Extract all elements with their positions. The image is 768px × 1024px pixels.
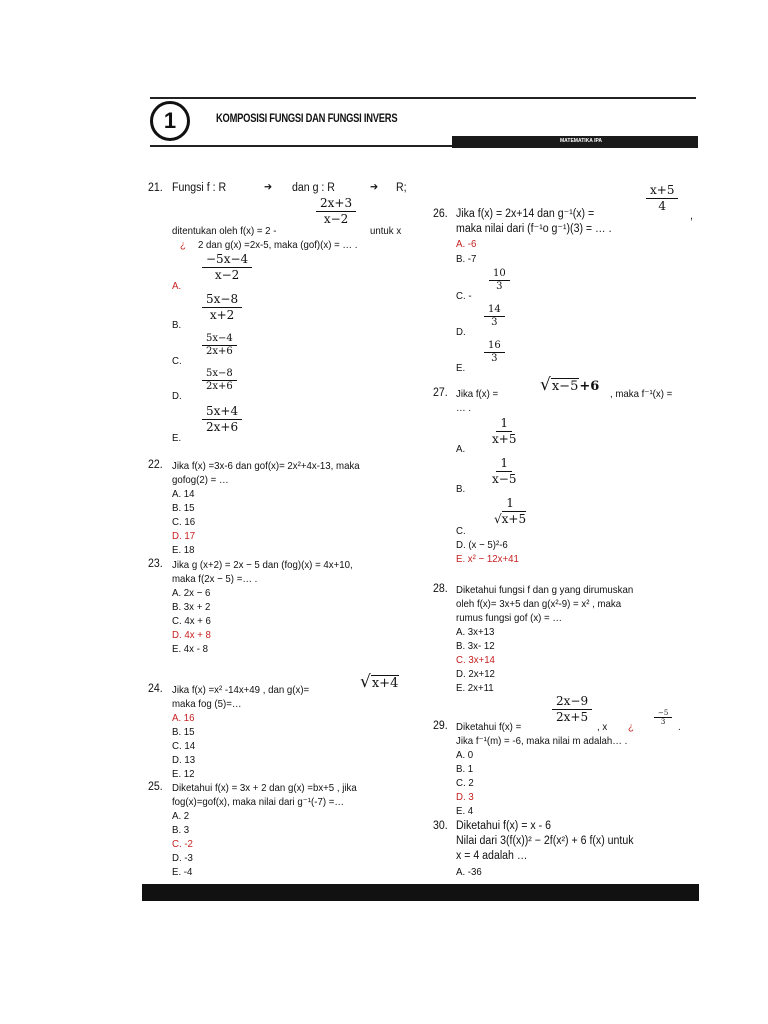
q21-line3: 2 dan g(x) =2x-5, maka (gof)(x) = … .	[198, 239, 358, 251]
fraction-numerator: 5x−4	[202, 333, 237, 346]
q21-option-e-fraction	[202, 404, 242, 435]
q21-option-a-label: A.	[172, 280, 182, 292]
fraction-numerator: 1	[496, 416, 512, 432]
q26-g-inverse-fraction	[646, 183, 678, 214]
fraction-numerator: 2x+3	[316, 196, 356, 212]
q29-option-e: E. 4	[456, 805, 474, 817]
q29-line2: Jika f⁻¹(m) = -6, maka nilai m adalah… .	[456, 735, 628, 747]
q28-option-a: A. 3x+13	[456, 626, 495, 638]
q21-option-b-fraction	[202, 292, 242, 323]
fraction-numerator: 1	[502, 496, 518, 512]
q29-option-d: D. 3	[456, 791, 474, 803]
sqrt-icon: √	[540, 375, 551, 395]
fraction-numerator: 5x−8	[202, 292, 242, 308]
q29-option-b: B. 1	[456, 763, 474, 775]
q26-option-c-fraction	[489, 268, 510, 293]
q28-line3: rumus fungsi gof (x) = …	[456, 612, 563, 624]
q27-option-d: D. (x − 5)²-6	[456, 539, 508, 551]
q23-option-d: D. 4x + 8	[172, 629, 211, 641]
q24-option-a: A. 16	[172, 712, 195, 724]
fraction-denominator: 2x+6	[206, 381, 233, 392]
q23-option-b: B. 3x + 2	[172, 601, 211, 613]
q28-option-d: D. 2x+12	[456, 668, 495, 680]
q21-f-fraction	[316, 196, 356, 227]
sqrt-icon: √	[494, 512, 502, 526]
q24-line1: Jika f(x) =x² -14x+49 , dan g(x)=	[172, 684, 310, 696]
fraction-numerator: 1	[496, 456, 512, 472]
q21-mark: ¿	[180, 239, 186, 251]
q21-option-d-fraction	[202, 368, 237, 393]
q22-line2: gofog(2) = …	[172, 474, 229, 486]
q24-option-b: B. 15	[172, 726, 195, 738]
q25-option-d: D. -3	[172, 852, 193, 864]
q23-option-a: A. 2x − 6	[172, 587, 211, 599]
q30-line1: Diketahui f(x) = x - 6	[456, 820, 551, 832]
q26-option-b: B. -7	[456, 253, 477, 265]
q26-line1: Jika f(x) = 2x+14 dan g⁻¹(x) =	[456, 208, 595, 220]
q23-line1: Jika g (x+2) = 2x − 5 dan (fog)(x) = 4x+10,	[172, 559, 353, 571]
q28-option-c: C. 3x+14	[456, 654, 495, 666]
fraction-denominator: 2x+5	[556, 710, 589, 724]
q21-option-b-label: B.	[172, 319, 182, 331]
fraction-denominator: 3	[491, 353, 498, 364]
q24-number: 24.	[148, 683, 163, 695]
q29-option-c: C. 2	[456, 777, 474, 789]
q22-line1: Jika f(x) =3x-6 dan gof(x)= 2x²+4x-13, maka	[172, 460, 360, 472]
subject-bar	[452, 136, 698, 148]
q27-option-a-label: A.	[456, 443, 466, 455]
q27-option-a-fraction	[488, 416, 520, 447]
q30-number: 30.	[433, 820, 448, 832]
q22-option-e: E. 18	[172, 544, 195, 556]
fraction-denominator	[490, 512, 530, 527]
fraction-numerator: 10	[489, 268, 510, 281]
q27-option-b-label: B.	[456, 483, 466, 495]
subject-label: MATEMATIKA IPA	[560, 138, 603, 144]
q25-option-b: B. 3	[172, 824, 190, 836]
q25-line1: Diketahui f(x) = 3x + 2 dan g(x) =bx+5 , jika	[172, 782, 357, 794]
q28-option-e: E. 2x+11	[456, 682, 494, 694]
fraction-denominator: 3	[496, 281, 503, 292]
arrow-icon: ➔	[370, 181, 379, 193]
sqrt-radicand: x−5	[551, 379, 579, 394]
q21-line2b: untuk x	[370, 225, 402, 237]
fraction-denominator: x−2	[323, 212, 349, 226]
fraction-denominator: 2x+6	[206, 420, 239, 434]
q29-f-fraction	[552, 694, 592, 725]
q25-option-c: C. -2	[172, 838, 193, 850]
fraction-numerator: 16	[484, 340, 505, 353]
q27-plus-term: +6	[579, 379, 600, 394]
fraction-denominator: 3	[660, 718, 666, 726]
q23-line2: maka f(2x − 5) =… .	[172, 573, 258, 585]
fraction-numerator: −5	[654, 709, 672, 718]
fraction-denominator: x+2	[209, 308, 235, 322]
q24-option-d: D. 13	[172, 754, 196, 766]
q29-mark: ¿	[628, 721, 634, 733]
q26-line2: maka nilai dari (f⁻¹o g⁻¹)(3) = … .	[456, 223, 612, 235]
q21-line1b: dan g : R	[292, 182, 335, 194]
q29-option-a: A. 0	[456, 749, 474, 761]
q26-option-a: A. -6	[456, 238, 477, 250]
fraction-denominator: 4	[658, 199, 667, 213]
q26-option-d-fraction	[484, 304, 505, 329]
q27-line1a: Jika f(x) =	[456, 388, 499, 400]
fraction-numerator: −5x−4	[202, 252, 252, 268]
fraction-numerator: 2x−9	[552, 694, 592, 710]
q28-line2: oleh f(x)= 3x+5 dan g(x²-9) = x² , maka	[456, 598, 622, 610]
arrow-icon: ➔	[264, 181, 273, 193]
q26-number: 26.	[433, 208, 448, 220]
chapter-badge: 1	[150, 101, 190, 141]
q21-line2a: ditentukan oleh f(x) = 2 -	[172, 225, 277, 237]
fraction-denominator: x−2	[214, 268, 240, 282]
fraction-denominator: x+5	[492, 432, 517, 446]
q23-option-c: C. 4x + 6	[172, 615, 211, 627]
q27-option-b-fraction	[488, 456, 520, 487]
q26-option-c-label: C. -	[456, 290, 472, 302]
q21-option-d-label: D.	[172, 390, 182, 402]
q29-line1: Diketahui f(x) =	[456, 721, 522, 733]
fraction-numerator: x+5	[646, 183, 678, 199]
q29-dot: .	[678, 721, 681, 733]
page-title: KOMPOSISI FUNGSI DAN FUNGSI INVERS	[216, 111, 398, 125]
sqrt-icon: √	[360, 672, 371, 692]
q30-option-a: A. -36	[456, 866, 482, 878]
q27-line1b: , maka f⁻¹(x) =	[610, 388, 673, 400]
q22-number: 22.	[148, 459, 163, 471]
q21-number: 21.	[148, 182, 163, 194]
header-top-rule	[150, 97, 696, 99]
fraction-denominator: 3	[491, 317, 498, 328]
fraction-numerator: 5x−8	[202, 368, 237, 381]
q27-sqrt	[540, 375, 599, 395]
q29-number: 29.	[433, 720, 448, 732]
q25-line2: fog(x)=gof(x), maka nilai dari g⁻¹(-7) =…	[172, 796, 345, 808]
q25-option-e: E. -4	[172, 866, 193, 878]
q21-option-a-fraction	[202, 252, 252, 283]
q21-line1a: Fungsi f : R	[172, 182, 227, 194]
q25-number: 25.	[148, 781, 163, 793]
q27-option-e: E. x² − 12x+41	[456, 553, 519, 565]
q24-option-c: C. 14	[172, 740, 196, 752]
q26-option-e-label: E.	[456, 362, 466, 374]
q21-line1c: R;	[396, 182, 407, 194]
sqrt-radicand: x+4	[371, 676, 399, 691]
q29-line1b: , x	[597, 721, 608, 733]
q28-line1: Diketahui fungsi f dan g yang dirumuskan	[456, 584, 634, 596]
q21-option-c-label: C.	[172, 355, 182, 367]
q26-option-e-fraction	[484, 340, 505, 365]
q21-option-e-label: E.	[172, 432, 182, 444]
q27-option-c-label: C.	[456, 525, 466, 537]
q25-option-a: A. 2	[172, 810, 190, 822]
q24-line2: maka fog (5)=…	[172, 698, 242, 710]
q23-option-e: E. 4x - 8	[172, 643, 208, 655]
q28-option-b: B. 3x- 12	[456, 640, 495, 652]
q23-number: 23.	[148, 558, 163, 570]
q24-option-e: E. 12	[172, 768, 195, 780]
q24-sqrt	[360, 672, 399, 692]
q30-line3: x = 4 adalah …	[456, 850, 528, 862]
q26-option-d-label: D.	[456, 326, 466, 338]
q22-option-d: D. 17	[172, 530, 196, 542]
q26-comma: ,	[690, 210, 693, 222]
q27-number: 27.	[433, 387, 448, 399]
sqrt-radicand: x+5	[501, 512, 527, 526]
q21-option-c-fraction	[202, 333, 237, 358]
q30-line2: Nilai dari 3(f(x))² − 2f(x²) + 6 f(x) untuk	[456, 835, 634, 847]
q28-number: 28.	[433, 583, 448, 595]
q22-option-b: B. 15	[172, 502, 195, 514]
q27-option-c-fraction	[490, 496, 530, 527]
fraction-denominator: x−5	[492, 472, 517, 486]
fraction-numerator: 14	[484, 304, 505, 317]
footer-bar	[142, 884, 699, 901]
fraction-numerator: 5x+4	[202, 404, 242, 420]
q29-exclusion-fraction	[654, 709, 672, 726]
fraction-denominator: 2x+6	[206, 346, 233, 357]
q22-option-c: C. 16	[172, 516, 196, 528]
q27-line2: … .	[456, 402, 472, 414]
q22-option-a: A. 14	[172, 488, 195, 500]
